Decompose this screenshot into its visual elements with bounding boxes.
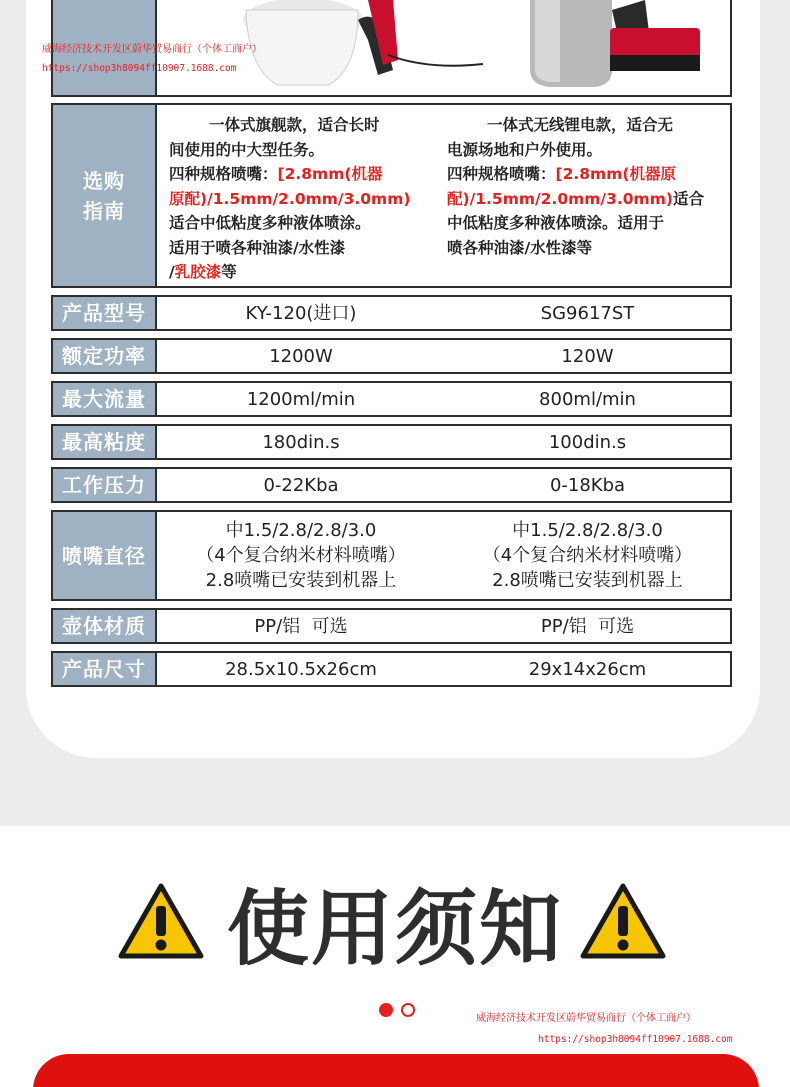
red-section-header [33, 1054, 759, 1087]
spec-left-value: KY-120(进口) [245, 302, 357, 324]
guide-text-line: 四种规格喷嘴：[2.8mm(机器 [169, 165, 383, 183]
spec-right-value: 29x14x26cm [528, 658, 647, 680]
guide-text-line: 喷各种油漆/水性漆等 [447, 238, 593, 257]
guide-text-line: 适用于喷各种油漆/水性漆 [169, 238, 346, 257]
guide-text-line: /乳胶漆等 [169, 263, 237, 281]
guide-text-line: 原配)/1.5mm/2.0mm/3.0mm) [169, 189, 411, 208]
nozzle-line: 中1.5/2.8/2.8/3.0 [512, 520, 663, 541]
spec-label: 产品型号 [53, 297, 157, 329]
spec-left-value: 0-22Kba [263, 474, 339, 496]
spec-row-material [51, 608, 732, 644]
spec-row-model [51, 295, 732, 331]
guide-text-line: 中低粘度多种液体喷涂。适用于 [447, 214, 665, 232]
spec-row-viscosity [51, 424, 732, 460]
spec-label: 产品尺寸 [53, 653, 157, 685]
nozzle-line: 2.8喷嘴已安装到机器上 [205, 570, 397, 591]
guide-label-line: 指南 [83, 198, 125, 223]
spec-right-value: PP/铝 可选 [540, 615, 635, 637]
spec-label: 最高粘度 [53, 426, 157, 458]
guide-row [51, 103, 732, 288]
spec-right-value: 0-18Kba [549, 474, 626, 496]
guide-text-line: 适合中低粘度多种液体喷涂。 [169, 214, 371, 232]
spec-label: 喷嘴直径 [53, 512, 157, 599]
guide-text-line: 间使用的中大型任务。 [169, 140, 325, 159]
cordless-spray-gun-image [500, 0, 730, 97]
warning-triangle-icon [118, 882, 204, 960]
spec-right-value: 800ml/min [539, 388, 636, 410]
guide-label-line: 选购 [83, 168, 125, 193]
spec-label: 最大流量 [53, 383, 157, 415]
spec-left-value: 1200ml/min [246, 388, 356, 410]
spec-row-pressure [51, 467, 732, 503]
spec-label: 额定功率 [53, 340, 157, 372]
guide-text-line: 四种规格喷嘴：[2.8mm(机器原 [447, 165, 676, 183]
guide-label [53, 105, 157, 286]
spec-row-nozzle [51, 510, 732, 601]
guide-text-line: 一体式旗舰款，适合长时 [209, 116, 380, 134]
spec-row-power [51, 338, 732, 374]
spec-left-value: 28.5x10.5x26cm [225, 658, 377, 680]
carousel-dot[interactable] [401, 1003, 415, 1017]
guide-text-line: 配)/1.5mm/2.0mm/3.0mm)适合 [447, 189, 704, 208]
warning-triangle-icon [580, 882, 666, 960]
spec-right-value: SG9617ST [540, 302, 635, 324]
nozzle-line: 中1.5/2.8/2.8/3.0 [225, 520, 377, 541]
guide-text-line: 电源场地和户外使用。 [447, 140, 603, 159]
carousel-dot-active[interactable] [379, 1003, 393, 1017]
shop-url-watermark: https://shop3h8094ff10907.1688.com [538, 1034, 733, 1045]
nozzle-line: （4个复合纳米材料喷嘴） [196, 545, 406, 566]
shop-name-watermark: 威海经济技术开发区蔚华贸易商行（个体工商户） [42, 44, 262, 55]
spec-label: 壶体材质 [53, 610, 157, 642]
guide-left-text [169, 113, 419, 285]
nozzle-right-value [445, 512, 730, 599]
guide-right-text [447, 113, 727, 260]
guide-text-line: 一体式无线锂电款，适合无 [487, 116, 674, 134]
nozzle-line: 2.8喷嘴已安装到机器上 [492, 570, 683, 591]
spec-right-value: 100din.s [548, 431, 627, 453]
notice-title: 使用须知 [226, 882, 563, 977]
spec-label: 工作压力 [53, 469, 157, 501]
nozzle-left-value [157, 512, 445, 599]
spec-left-value: PP/铝 可选 [254, 615, 348, 637]
spec-row-size [51, 651, 732, 687]
nozzle-line: （4个复合纳米材料喷嘴） [482, 545, 693, 566]
spec-right-value: 120W [561, 345, 614, 367]
spec-row-flow [51, 381, 732, 417]
shop-url-watermark: https://shop3h8094ff10907.1688.com [42, 63, 237, 74]
spec-left-value: 180din.s [262, 431, 340, 453]
spec-left-value: 1200W [269, 345, 333, 367]
shop-name-watermark: 威海经济技术开发区蔚华贸易商行（个体工商户） [476, 1013, 696, 1024]
